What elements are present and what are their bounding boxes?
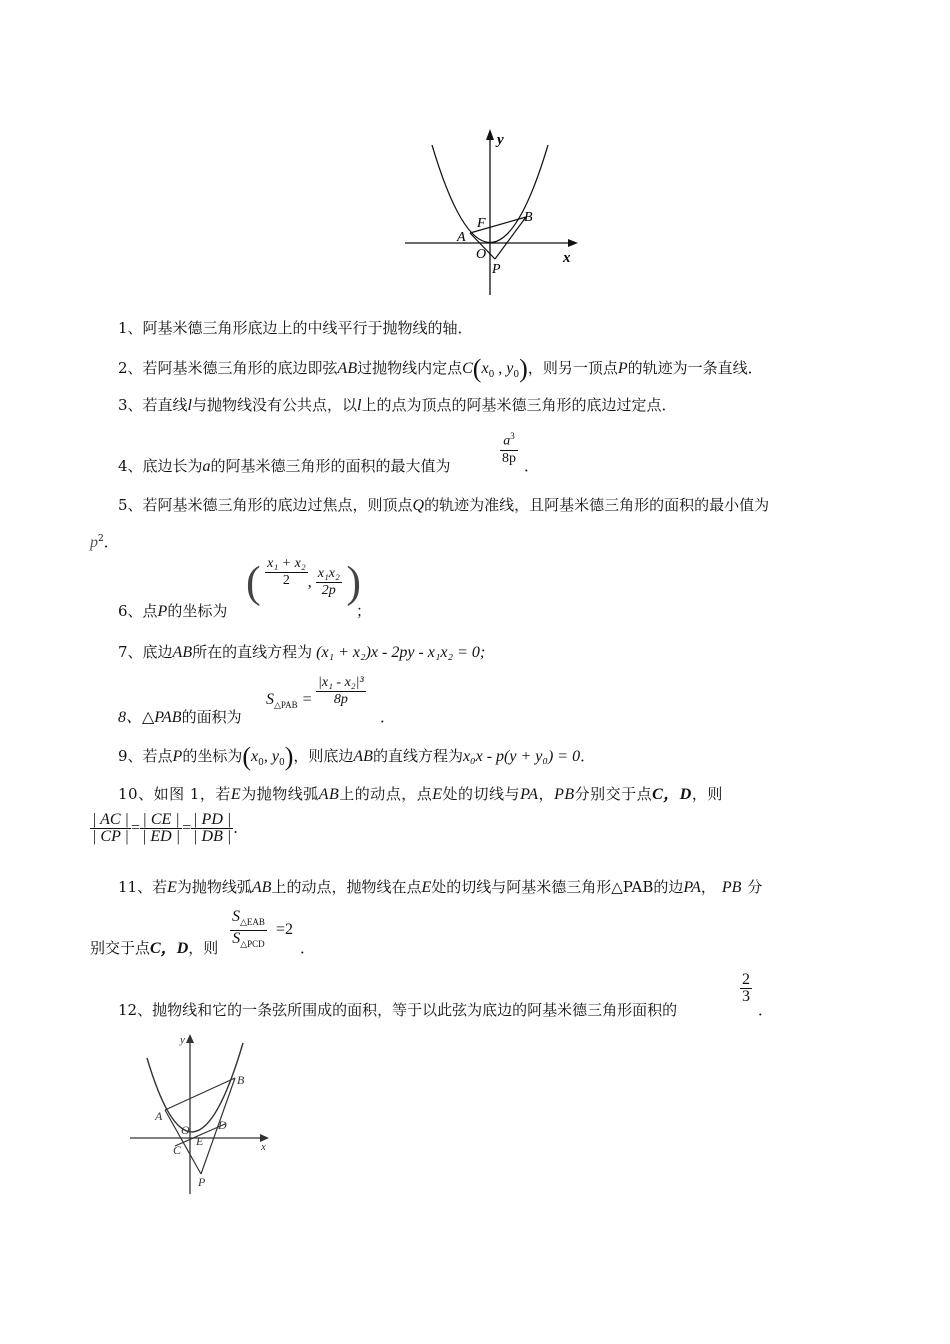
- label-E: E: [196, 1134, 204, 1148]
- x-axis-arrow: [568, 239, 578, 247]
- y-axis-arrow: [186, 1034, 194, 1043]
- label-D: D: [218, 1118, 227, 1132]
- item-7: 7、底边AB所在的直线方程为 (x₁ + x₂)x - 2py - x₁x₂ = 0;: [118, 643, 486, 661]
- tangent-PB: [495, 217, 526, 259]
- label-B: B: [524, 210, 533, 225]
- label-x: x: [563, 250, 571, 266]
- item-6: 6、点P的坐标为 ( $\frac{\text{x₁ + x₂}}{2}$ , $\frac{\text{x₁x₂}}{2p}$ ) ；: [118, 556, 372, 620]
- ratio-formula: $S_{\triangle EAB}$ $S_{\triangle PCD}$: [232, 908, 265, 950]
- label-A: A: [155, 1109, 163, 1123]
- area-formula: $S_{\triangle PAB}$ =: [266, 691, 313, 711]
- label-B: B: [237, 1073, 245, 1087]
- figure-1-parabola-arc: [125, 1028, 275, 1198]
- item-11-line1: 11、若E为抛物线弧AB上的动点，抛物线在点E处的切线与阿基米德三角形△PAB的边PA， PB 分: [118, 878, 763, 896]
- label-P: P: [198, 1175, 206, 1189]
- figure-archimedes-triangle: [400, 125, 585, 300]
- label-y: y: [497, 132, 504, 148]
- label-P: P: [492, 262, 501, 277]
- item-10-line2: $\frac{| AC |}{| CP |}$ = $\frac{| CE |}{| ED |}$ = $\frac{| PD |}{| DB |}$ ．: [92, 811, 249, 845]
- fraction-a3-8p: $\frac{a^3}{8p}$: [500, 428, 518, 467]
- item-12: 12、抛物线和它的一条弦所围成的面积，等于以此弦为底边的阿基米德三角形面积的 $\frac{2}{3}$ ．: [118, 971, 774, 1019]
- coord-P: ( $\frac{\text{x₁ + x₂}}{2}$ , $\frac{\text{x₁x₂}}{2p}$ ): [246, 556, 361, 607]
- item-2: 2、若阿基米德三角形的底边即弦AB过抛物线内定点$C(x_0$ , $y_0$)，则另一顶点P的轨迹为一条直线．: [118, 354, 763, 383]
- item-10-line1: 10、如图 1，若E为抛物线弧AB上的动点，点E处的切线与PA，PB分别交于点C，D，则: [118, 785, 723, 803]
- item-5-line1: 5、若阿基米德三角形的底边过焦点，则顶点Q的轨迹为准线，且阿基米德三角形的面积的最小值为: [118, 496, 770, 514]
- item-11-line2: 别交于点C，D，则 $S_{\triangle EAB}$ $S_{\triangle PCD}$ =2 ．: [90, 908, 316, 957]
- label-F: F: [477, 216, 486, 231]
- item-8: 8、△PAB的面积为 $S_{\triangle PAB}$ = $\frac{\text{|x₁ - x₂|³}}{8p}$ ．: [118, 675, 396, 726]
- item-3: 3、若直线l与抛物线没有公共点，以l上的点为顶点的阿基米德三角形的底边过定点．: [118, 396, 677, 414]
- label-C: C: [173, 1143, 182, 1157]
- label-A: A: [457, 230, 466, 245]
- y-axis-arrow: [486, 129, 494, 140]
- item-9: 9、若点P的坐标为($x_0$, $y_0$)，则底边AB的直线方程为x₀x - p(y + y₀) = 0．: [118, 742, 596, 771]
- item-5-line2: $p^2$．: [90, 533, 119, 551]
- item-1: 1、阿基米德三角形底边上的中线平行于抛物线的轴．: [118, 319, 473, 337]
- label-O: O: [476, 247, 487, 262]
- label-x: x: [261, 1141, 266, 1153]
- fraction-2-3: $\frac{2}{3}$: [742, 971, 750, 1005]
- label-O: O: [181, 1123, 190, 1137]
- item-4: 4、底边长为a的阿基米德三角形的面积的最大值为 $\frac{a^3}{8p}$ ．: [118, 428, 893, 476]
- label-y: y: [180, 1034, 185, 1046]
